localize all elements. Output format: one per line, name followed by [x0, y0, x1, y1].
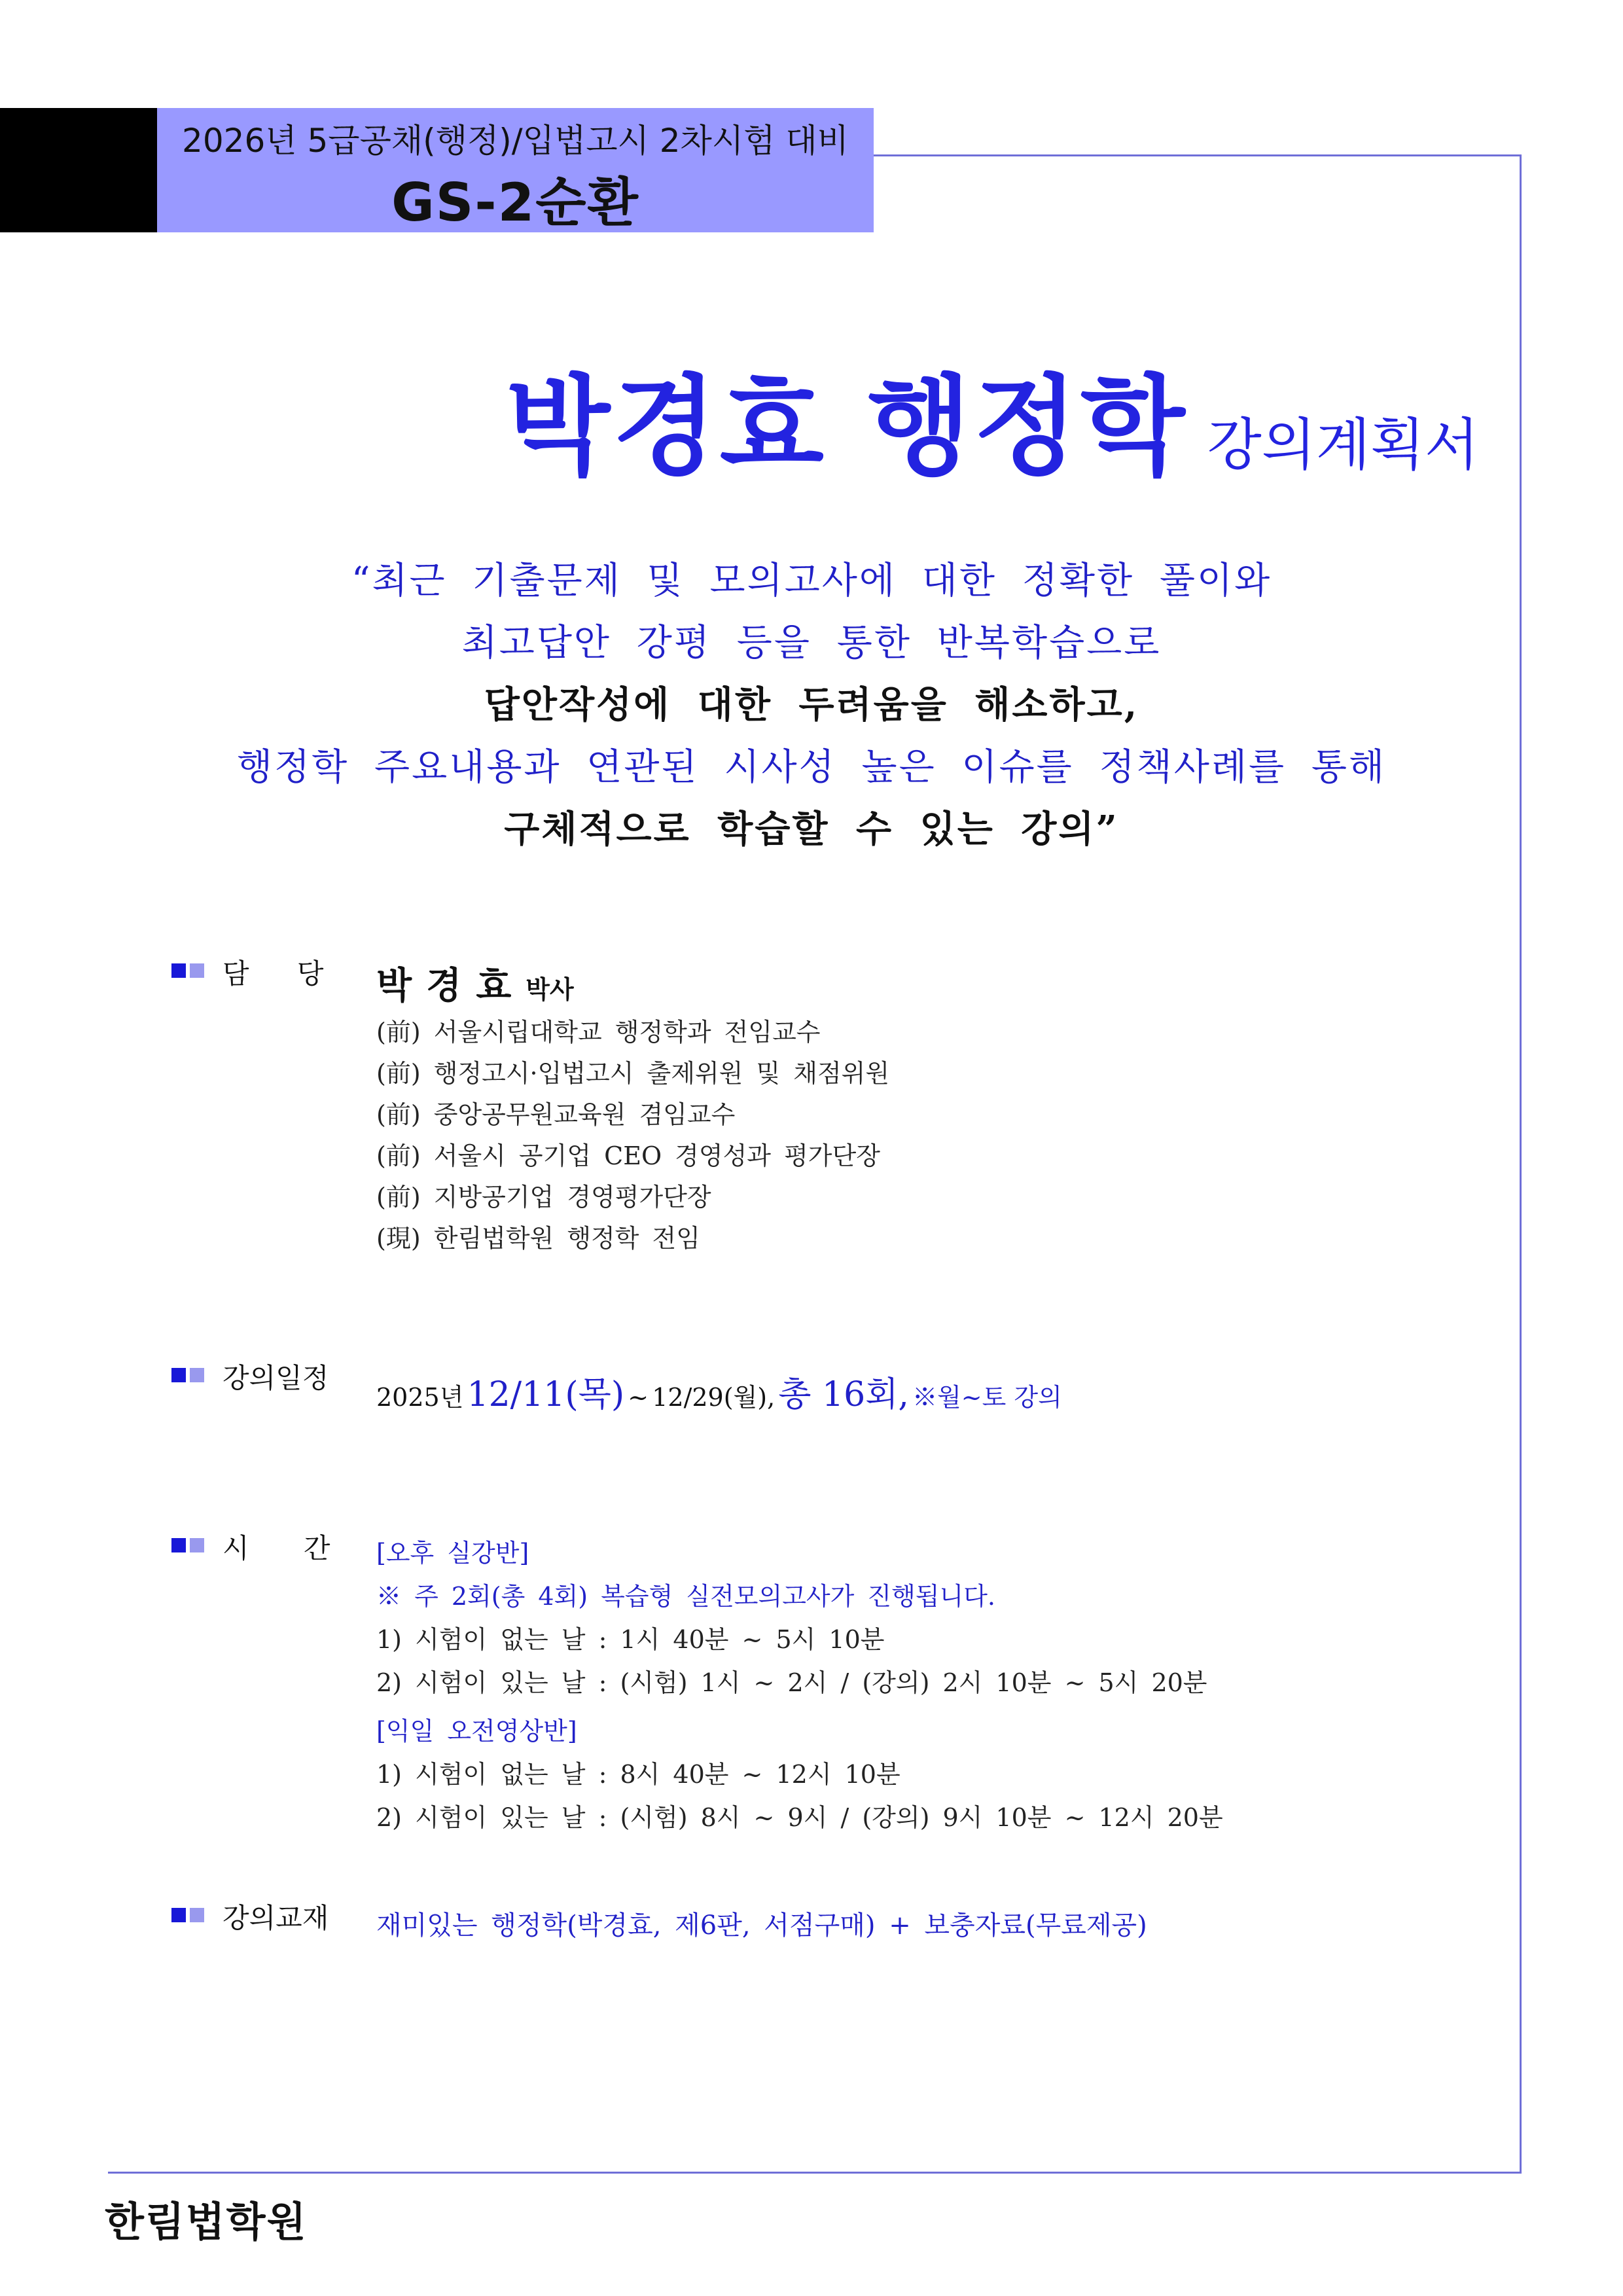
schedule-value: [376, 1367, 1062, 1416]
page-title-sub: 강의계획서: [1207, 412, 1479, 478]
morning-item: 2) 시험이 있는 날 : (시험) 8시 ~ 9시 / (강의) 9시 10분 ~ 12시 20분: [376, 1803, 1223, 1832]
instructor-name-text: 박경효: [376, 964, 526, 1007]
schedule-total: 총 16회,: [778, 1375, 909, 1414]
morning-item: 1) 시험이 없는 날 : 8시 40분 ~ 12시 10분: [376, 1760, 901, 1789]
schedule-note: ※월~토 강의: [912, 1383, 1062, 1412]
quote-line: 최고답안 강평 등을 통한 반복학습으로: [461, 622, 1162, 664]
header-black-tab: [0, 108, 157, 232]
career-item: (現) 한림법학원 행정학 전임: [376, 1224, 700, 1253]
career-item: (前) 중앙공무원교육원 겸임교수: [376, 1100, 736, 1129]
textbook-value: 재미있는 행정학(박경효, 제6판, 서점구매) + 보충자료(무료제공): [376, 1910, 1147, 1941]
schedule-year: 2025년: [376, 1383, 464, 1412]
page-title: [506, 340, 1479, 495]
section-bullet-icon: [171, 1538, 204, 1554]
page-title-main: 박경효 행정학: [505, 364, 1188, 490]
instructor-title: 박사: [526, 975, 574, 1004]
instructor-career-list: [376, 1012, 889, 1259]
section-bullet-icon: [171, 1368, 204, 1384]
time-note: ※ 주 2회(총 4회) 복습형 실전모의고사가 진행됩니다.: [376, 1582, 996, 1611]
time-details: [376, 1532, 1223, 1839]
career-item: (前) 서울시립대학교 행정학과 전임교수: [376, 1018, 821, 1047]
section-bullet-icon: [171, 963, 204, 979]
quote-line: 행정학 주요내용과 연관된 시사성 높은 이슈를 정책사례를 통해: [236, 746, 1387, 789]
instructor-label: 담 당: [223, 958, 324, 990]
instructor-name: [376, 957, 574, 1009]
schedule-label: 강의일정: [223, 1362, 329, 1394]
afternoon-item: 1) 시험이 없는 날 : 1시 40분 ~ 5시 10분: [376, 1625, 885, 1654]
frame-bottom-border: [108, 2172, 1522, 2174]
quote-line: 답안작성에 대한 두려움을 해소하고,: [484, 683, 1139, 726]
afternoon-item: 2) 시험이 있는 날 : (시험) 1시 ~ 2시 / (강의) 2시 10분 ~ 5시 20분: [376, 1668, 1207, 1697]
course-quote: [0, 550, 1623, 861]
section-bullet-icon: [171, 1908, 204, 1924]
schedule-start: 12/11(목): [467, 1375, 625, 1414]
quote-line: 구체적으로 학습할 수 있는 강의”: [504, 808, 1119, 851]
header-banner: [157, 108, 874, 232]
frame-right-border: [1520, 154, 1522, 2174]
career-item: (前) 행정고시·입법고시 출제위원 및 채점위원: [376, 1059, 890, 1088]
time-label: 시 간: [223, 1532, 330, 1564]
career-item: (前) 지방공기업 경영평가단장: [376, 1183, 711, 1211]
career-item: (前) 서울시 공기업 CEO 경영성과 평가단장: [376, 1141, 880, 1170]
header-subtitle: 2026년 5급공채(행정)/입법고시 2차시험 대비: [182, 122, 849, 160]
schedule-end: 12/29(월),: [652, 1383, 776, 1412]
textbook-label: 강의교재: [223, 1902, 329, 1934]
morning-header: [익일 오전영상반]: [376, 1717, 577, 1746]
afternoon-header: [오후 실강반]: [376, 1539, 529, 1568]
schedule-tilde: ~: [628, 1383, 649, 1412]
frame-top-border: [874, 154, 1522, 156]
academy-logo: 한림법학원: [105, 2198, 308, 2246]
header-title: GS-2순환: [391, 172, 639, 233]
quote-line: “최근 기출문제 및 모의고사에 대한 정확한 풀이와: [351, 560, 1272, 602]
